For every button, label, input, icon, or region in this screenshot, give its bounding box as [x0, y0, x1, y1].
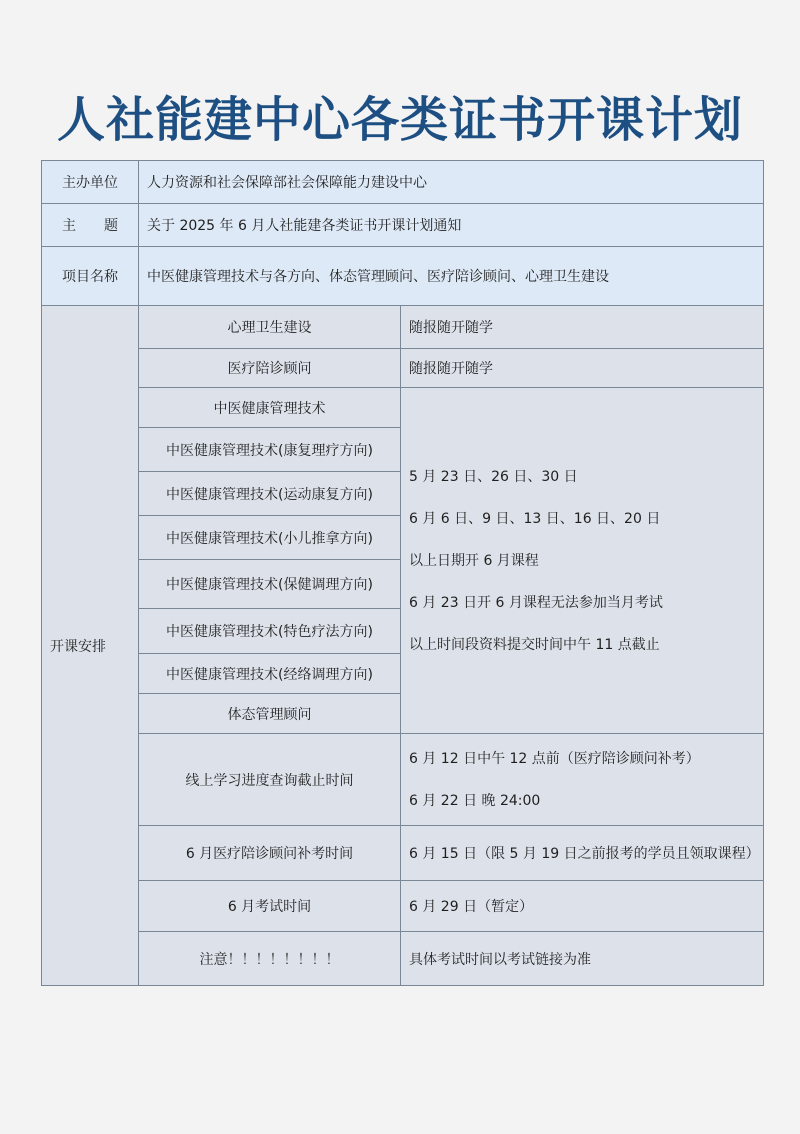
table-row: [42, 881, 764, 932]
schedule-line: 以上时间段资料提交时间中午 11 点截止: [409, 636, 660, 653]
progress-line: 6 月 12 日中午 12 点前（医疗陪诊顾问补考）: [409, 750, 700, 767]
subject-value: 关于 2025 年 6 月人社能建各类证书开课计划通知: [139, 204, 764, 247]
schedule-line: 6 月 6 日、9 日、13 日、16 日、20 日: [409, 510, 661, 527]
course-info: 随报随开随学: [401, 349, 764, 388]
course-name: 医疗陪诊顾问: [139, 349, 401, 388]
course-name: 中医健康管理技术(康复理疗方向): [139, 428, 401, 472]
schedule-line: 6 月 23 日开 6 月课程无法参加当月考试: [409, 594, 663, 611]
course-name: 中医健康管理技术(小儿推拿方向): [139, 516, 401, 560]
page-title: 人社能建中心各类证书开课计划: [56, 92, 743, 148]
subject-label: 主 题: [42, 204, 139, 247]
table-row: [42, 349, 764, 388]
progress-line: 6 月 22 日 晚 24:00: [409, 792, 541, 809]
course-info: 6 月 29 日（暂定）: [401, 881, 764, 932]
organizer-label: 主办单位: [42, 161, 139, 204]
course-name: 心理卫生建设: [139, 306, 401, 349]
table-row: [42, 161, 764, 204]
table-row: [42, 247, 764, 306]
table-row: [42, 204, 764, 247]
course-info: 6 月 15 日（限 5 月 19 日之前报考的学员且领取课程）: [401, 826, 764, 881]
notice-info: 具体考试时间以考试链接为准: [401, 932, 764, 986]
course-info: [401, 734, 764, 826]
table-row: [42, 388, 764, 428]
table-row: [42, 932, 764, 986]
schedule-line: 5 月 23 日、26 日、30 日: [409, 468, 578, 485]
schedule-label: 开课安排: [42, 306, 139, 986]
course-info: 随报随开随学: [401, 306, 764, 349]
table-row: [42, 306, 764, 349]
course-name: 中医健康管理技术(运动康复方向): [139, 472, 401, 516]
organizer-value: 人力资源和社会保障部社会保障能力建设中心: [139, 161, 764, 204]
course-name: 中医健康管理技术: [139, 388, 401, 428]
project-value: 中医健康管理技术与各方向、体态管理顾问、医疗陪诊顾问、心理卫生建设: [139, 247, 764, 306]
table-row: [42, 826, 764, 881]
course-name: 线上学习进度查询截止时间: [139, 734, 401, 826]
course-name: 中医健康管理技术(经络调理方向): [139, 654, 401, 694]
course-name: 体态管理顾问: [139, 694, 401, 734]
course-name: 6 月医疗陪诊顾问补考时间: [139, 826, 401, 881]
table-row: [42, 734, 764, 826]
tcm-schedule-info: [401, 388, 764, 734]
course-name: 中医健康管理技术(特色疗法方向): [139, 609, 401, 654]
course-name: 6 月考试时间: [139, 881, 401, 932]
course-name: 中医健康管理技术(保健调理方向): [139, 560, 401, 609]
project-label: 项目名称: [42, 247, 139, 306]
notice-label: 注意！！！！！！！！: [139, 932, 401, 986]
schedule-line: 以上日期开 6 月课程: [409, 552, 539, 569]
course-plan-table: [41, 160, 764, 986]
